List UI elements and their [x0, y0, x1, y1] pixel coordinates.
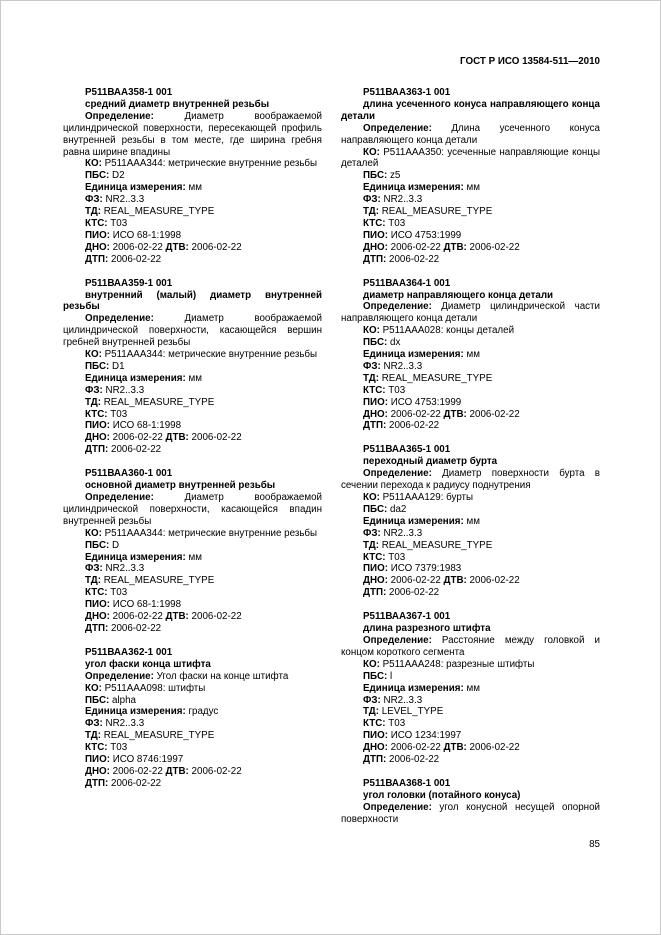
- attribute-label: ДТВ:: [165, 432, 189, 444]
- dictionary-entry: [63, 87, 322, 266]
- attribute-line: [63, 158, 322, 170]
- attribute-line: [341, 742, 600, 754]
- attribute-label: КО:: [363, 492, 380, 503]
- definition-text: Диаметр воображаемой цилиндрической поверхности, касающейся вершин гребней внутренней резьбы: [63, 313, 322, 349]
- entry-code: Р511ВАА368-1 001: [363, 777, 451, 789]
- attribute-label: ПБС:: [363, 170, 388, 182]
- attribute-line: [63, 170, 322, 182]
- attribute-label: ДНО:: [85, 611, 110, 623]
- attribute-line: [341, 706, 600, 718]
- attribute-line: [341, 420, 600, 432]
- entry-title: основной диаметр внутренней резьбы: [85, 480, 276, 492]
- attribute-line: [63, 432, 322, 444]
- attribute-line: [341, 230, 600, 242]
- definition-text: Диаметр поверхности бурта в сечении перехода к радиусу поднутрения: [341, 468, 600, 492]
- entry-code: Р511ВАА363-1 001: [363, 87, 451, 98]
- attribute-label: Единица измерения:: [85, 551, 186, 563]
- attribute-value: alpha: [109, 694, 136, 706]
- attribute-value: градус: [185, 706, 219, 718]
- attribute-label: ПБС:: [85, 170, 110, 182]
- attribute-value: REAL_MEASURE_TYPE: [100, 575, 215, 587]
- attribute-value: ИСО 8746:1997: [109, 754, 184, 766]
- attribute-value: 2006-02-22: [108, 253, 162, 265]
- attribute-value: мм: [463, 349, 480, 361]
- attribute-label: ДНО:: [363, 742, 388, 754]
- definition-text: Диаметр воображаемой цилиндрической поверхности, пересекающей профиль внутренней резьбы в том месте, где ширина гребня равна ширине впадины: [63, 110, 322, 158]
- attribute-value: REAL_MEASURE_TYPE: [378, 539, 493, 551]
- entry-title: диаметр направляющего конца детали: [363, 289, 554, 301]
- attribute-value: Р511ААА350: усеченные направляющие концы деталей: [341, 146, 600, 170]
- definition-text: угол конусной несущей опорной поверхности: [341, 801, 600, 825]
- attribute-line: [341, 373, 600, 385]
- attribute-label: ДНО:: [85, 241, 110, 253]
- left-column: [63, 87, 322, 826]
- entry-attributes: [63, 349, 322, 456]
- definition-text: Длина усеченного конуса направляющего конца детали: [341, 122, 600, 146]
- attribute-line: [341, 206, 600, 218]
- attribute-line: [63, 540, 322, 552]
- entry-attributes: [341, 659, 600, 766]
- attribute-value: NR2..3.3: [102, 384, 145, 396]
- entry-attributes: [63, 683, 322, 790]
- attribute-label: ТД:: [363, 372, 379, 384]
- attribute-value: Р511ААА098: штифты: [101, 682, 206, 694]
- definition-label: Определение:: [363, 801, 432, 813]
- attribute-value: REAL_MEASURE_TYPE: [100, 206, 215, 218]
- page-number: 85: [589, 839, 600, 850]
- attribute-label: ПИО:: [85, 229, 110, 241]
- dictionary-entry: [341, 444, 600, 599]
- attribute-value: D2: [109, 170, 125, 182]
- attribute-value: ИСО 68-1:1998: [109, 229, 182, 241]
- attribute-line: [341, 492, 600, 504]
- attribute-value: Р511ААА028: концы деталей: [379, 325, 515, 337]
- definition-label: Определение:: [85, 492, 154, 503]
- entry-title: длина усеченного конуса направляющего конца детали: [341, 98, 600, 122]
- attribute-value: Т03: [385, 718, 406, 730]
- attribute-label: ПБС:: [363, 670, 388, 682]
- entry-code: Р511ВАА362-1 001: [85, 646, 173, 658]
- attribute-label: ФЗ:: [363, 527, 381, 539]
- attribute-value: мм: [185, 372, 202, 384]
- attribute-label: КТС:: [85, 742, 108, 754]
- attribute-line: [63, 349, 322, 361]
- attribute-value: dx: [387, 337, 401, 349]
- entry-attributes: [63, 158, 322, 265]
- attribute-line: [63, 420, 322, 432]
- attribute-line: [63, 718, 322, 730]
- dictionary-entry: [63, 468, 322, 635]
- attribute-line: [341, 170, 600, 182]
- attribute-line: [341, 683, 600, 695]
- attribute-value: LEVEL_TYPE: [378, 706, 444, 718]
- attribute-label: ТД:: [85, 396, 101, 408]
- attribute-line: [63, 206, 322, 218]
- attribute-line: [341, 718, 600, 730]
- attribute-label: ДТП:: [363, 587, 387, 599]
- attribute-line: [63, 254, 322, 266]
- attribute-value: REAL_MEASURE_TYPE: [100, 730, 215, 742]
- entry-title: угол фаски конца штифта: [85, 658, 211, 670]
- attribute-value: Т03: [385, 384, 406, 396]
- attribute-label: ПИО:: [85, 754, 110, 766]
- attribute-value: ИСО 7379:1983: [387, 563, 462, 575]
- entry-definition: [341, 301, 600, 325]
- attribute-line: [63, 730, 322, 742]
- attribute-value: Р511ААА344: метрические внутренние резьбы: [101, 158, 318, 170]
- attribute-value: 2006-02-22: [387, 742, 441, 754]
- attribute-line: [341, 730, 600, 742]
- attribute-value: ИСО 4753:1999: [387, 396, 462, 408]
- attribute-value: мм: [463, 182, 480, 194]
- attribute-line: [341, 385, 600, 397]
- attribute-label: ФЗ:: [85, 563, 103, 575]
- attribute-value: 2006-02-22: [386, 420, 440, 432]
- attribute-line: [341, 540, 600, 552]
- definition-label: Определение:: [85, 670, 154, 682]
- attribute-line: [341, 218, 600, 230]
- attribute-line: [341, 575, 600, 587]
- attribute-value: Р511ААА344: метрические внутренние резьбы: [101, 527, 318, 539]
- definition-label: Определение:: [363, 634, 432, 646]
- definition-label: Определение:: [85, 313, 154, 325]
- attribute-label: ДТВ:: [165, 765, 189, 777]
- attribute-label: КТС:: [363, 551, 386, 563]
- attribute-label: ПИО:: [85, 420, 110, 432]
- attribute-value: NR2..3.3: [380, 527, 423, 539]
- attribute-label: ПБС:: [85, 694, 110, 706]
- entry-attributes: [341, 147, 600, 266]
- entry-attributes: [63, 528, 322, 635]
- definition-text: Расстояние между головкой и концом короткого сегмента: [341, 634, 600, 658]
- attribute-value: NR2..3.3: [102, 718, 145, 730]
- attribute-label: ДТВ:: [443, 241, 467, 253]
- attribute-line: [341, 325, 600, 337]
- attribute-value: REAL_MEASURE_TYPE: [100, 396, 215, 408]
- attribute-value: ИСО 4753:1999: [387, 229, 462, 241]
- entry-attributes: [341, 325, 600, 432]
- attribute-line: [341, 397, 600, 409]
- entry-code: Р511ВАА360-1 001: [85, 468, 173, 480]
- attribute-value: Р511ААА129: бурты: [379, 492, 474, 503]
- attribute-line: [341, 147, 600, 171]
- attribute-value: l: [387, 670, 393, 682]
- attribute-line: [63, 218, 322, 230]
- attribute-line: [63, 742, 322, 754]
- attribute-label: КО:: [85, 158, 102, 170]
- attribute-line: [63, 623, 322, 635]
- entry-title: переходный диаметр бурта: [363, 456, 498, 468]
- attribute-line: [63, 242, 322, 254]
- attribute-line: [63, 575, 322, 587]
- dictionary-entry: [63, 278, 322, 457]
- attribute-label: ФЗ:: [85, 194, 103, 206]
- attribute-line: [341, 563, 600, 575]
- attribute-value: NR2..3.3: [102, 194, 145, 206]
- attribute-line: [63, 385, 322, 397]
- entry-attributes: [341, 492, 600, 599]
- entry-code: Р511ВАА358-1 001: [85, 87, 173, 98]
- attribute-line: [63, 373, 322, 385]
- definition-label: Определение:: [363, 468, 432, 480]
- attribute-label: ДТП:: [85, 444, 109, 456]
- attribute-label: КО:: [363, 325, 380, 337]
- attribute-label: ДНО:: [363, 575, 388, 587]
- entry-title: средний диаметр внутренней резьбы: [85, 98, 270, 110]
- attribute-line: [341, 504, 600, 516]
- attribute-line: [341, 754, 600, 766]
- attribute-value: ИСО 68-1:1998: [109, 599, 182, 611]
- right-column: [341, 87, 600, 826]
- dictionary-entry: [341, 611, 600, 766]
- attribute-label: ДТВ:: [443, 575, 467, 587]
- attribute-line: [341, 587, 600, 599]
- attribute-value: Т03: [107, 217, 128, 229]
- attribute-label: ДТВ:: [165, 241, 189, 253]
- entry-definition: [341, 123, 600, 147]
- attribute-label: ТД:: [363, 539, 379, 551]
- attribute-label: ДТП:: [85, 253, 109, 265]
- attribute-value: da2: [387, 503, 407, 515]
- attribute-value: 2006-02-22: [108, 444, 162, 456]
- attribute-value: мм: [463, 515, 480, 527]
- attribute-value: мм: [463, 682, 480, 694]
- attribute-line: [341, 516, 600, 528]
- attribute-label: ПИО:: [363, 730, 388, 742]
- entry-definition: [341, 802, 600, 826]
- attribute-label: ДТП:: [85, 622, 109, 634]
- entry-title: угол головки (потайного конуса): [363, 789, 521, 801]
- attribute-label: КТС:: [85, 217, 108, 229]
- attribute-label: ДНО:: [85, 432, 110, 444]
- attribute-label: КТС:: [85, 408, 108, 420]
- attribute-value: Т03: [385, 551, 406, 563]
- attribute-label: ДТП:: [363, 754, 387, 766]
- attribute-label: ДТВ:: [165, 611, 189, 623]
- attribute-line: [63, 444, 322, 456]
- definition-label: Определение:: [85, 110, 154, 122]
- attribute-label: ДТВ:: [443, 742, 467, 754]
- entry-definition: [63, 671, 322, 683]
- attribute-value: Р511ААА248: разрезные штифты: [379, 658, 535, 670]
- attribute-value: Р511ААА344: метрические внутренние резьбы: [101, 349, 318, 361]
- dictionary-entry: [341, 778, 600, 826]
- attribute-label: ФЗ:: [363, 360, 381, 372]
- entry-code: Р511ВАА364-1 001: [363, 277, 451, 289]
- attribute-line: [63, 361, 322, 373]
- attribute-line: [341, 409, 600, 421]
- entry-code: Р511ВАА367-1 001: [363, 611, 451, 623]
- attribute-value: NR2..3.3: [380, 360, 423, 372]
- attribute-line: [341, 349, 600, 361]
- attribute-label: ПИО:: [85, 599, 110, 611]
- attribute-value: ИСО 1234:1997: [387, 730, 462, 742]
- attribute-label: ПИО:: [363, 396, 388, 408]
- attribute-label: ДНО:: [363, 241, 388, 253]
- attribute-value: 2006-02-22: [386, 587, 440, 599]
- attribute-value: мм: [185, 182, 202, 194]
- definition-text: Угол фаски на конце штифта: [153, 670, 289, 682]
- attribute-value: 2006-02-22: [109, 611, 163, 623]
- attribute-line: [341, 659, 600, 671]
- attribute-line: [63, 397, 322, 409]
- attribute-line: [63, 706, 322, 718]
- attribute-value: 2006-02-22: [466, 575, 520, 587]
- attribute-value: Т03: [385, 217, 406, 229]
- attribute-label: ТД:: [363, 706, 379, 718]
- attribute-label: ТД:: [363, 206, 379, 218]
- attribute-line: [63, 528, 322, 540]
- definition-text: Диаметр воображаемой цилиндрической поверхности, касающейся впадин внутренней резьбы: [63, 492, 322, 527]
- entry-definition: [63, 111, 322, 159]
- attribute-label: Единица измерения:: [363, 515, 464, 527]
- attribute-line: [63, 754, 322, 766]
- attribute-label: ПБС:: [363, 337, 388, 349]
- attribute-label: ФЗ:: [363, 694, 381, 706]
- attribute-line: [63, 194, 322, 206]
- entry-title: внутренний (малый) диаметр внутренней резьбы: [63, 289, 322, 313]
- attribute-line: [63, 778, 322, 790]
- attribute-label: ДТВ:: [443, 408, 467, 420]
- entry-code: Р511ВАА359-1 001: [85, 277, 173, 289]
- attribute-label: КО:: [85, 349, 102, 361]
- attribute-label: ПБС:: [363, 503, 388, 515]
- attribute-value: ИСО 68-1:1998: [109, 420, 182, 432]
- attribute-value: Т03: [107, 587, 128, 599]
- attribute-label: Единица измерения:: [85, 182, 186, 194]
- attribute-label: КТС:: [363, 217, 386, 229]
- attribute-line: [63, 230, 322, 242]
- dictionary-entry: [341, 87, 600, 266]
- attribute-line: [341, 552, 600, 564]
- attribute-value: 2006-02-22: [188, 241, 242, 253]
- attribute-value: 2006-02-22: [188, 432, 242, 444]
- attribute-line: [341, 671, 600, 683]
- dictionary-entry: [63, 647, 322, 790]
- attribute-value: 2006-02-22: [387, 575, 441, 587]
- document-header-title: ГОСТ Р ИСО 13584-511—2010: [460, 56, 600, 67]
- attribute-value: 2006-02-22: [466, 241, 520, 253]
- attribute-line: [63, 563, 322, 575]
- attribute-line: [63, 182, 322, 194]
- attribute-line: [341, 182, 600, 194]
- entry-title: длина разрезного штифта: [363, 623, 491, 635]
- attribute-line: [63, 683, 322, 695]
- attribute-value: 2006-02-22: [109, 432, 163, 444]
- attribute-label: ФЗ:: [363, 194, 381, 206]
- attribute-label: Единица измерения:: [85, 372, 186, 384]
- attribute-value: REAL_MEASURE_TYPE: [378, 206, 493, 218]
- attribute-label: ПИО:: [363, 229, 388, 241]
- attribute-value: D: [109, 539, 120, 551]
- attribute-label: ДТП:: [363, 253, 387, 265]
- attribute-label: Единица измерения:: [85, 706, 186, 718]
- entry-definition: [341, 635, 600, 659]
- attribute-label: КО:: [363, 146, 380, 158]
- attribute-label: ДТП:: [363, 420, 387, 432]
- attribute-value: 2006-02-22: [387, 241, 441, 253]
- attribute-label: ДТП:: [85, 777, 109, 789]
- definition-label: Определение:: [363, 301, 432, 313]
- attribute-label: ПБС:: [85, 539, 110, 551]
- attribute-value: NR2..3.3: [102, 563, 145, 575]
- attribute-line: [63, 587, 322, 599]
- attribute-label: ФЗ:: [85, 718, 103, 730]
- dictionary-entry: [341, 278, 600, 433]
- attribute-line: [63, 552, 322, 564]
- attribute-line: [63, 409, 322, 421]
- attribute-label: Единица измерения:: [363, 182, 464, 194]
- attribute-value: D1: [109, 360, 125, 372]
- attribute-label: ПИО:: [363, 563, 388, 575]
- attribute-line: [341, 194, 600, 206]
- attribute-label: КО:: [85, 682, 102, 694]
- entry-definition: [63, 313, 322, 349]
- attribute-value: NR2..3.3: [380, 694, 423, 706]
- attribute-value: 2006-02-22: [387, 408, 441, 420]
- attribute-label: ПБС:: [85, 360, 110, 372]
- attribute-label: ДНО:: [85, 765, 110, 777]
- attribute-value: 2006-02-22: [188, 611, 242, 623]
- attribute-line: [341, 337, 600, 349]
- attribute-label: ТД:: [85, 206, 101, 218]
- attribute-value: 2006-02-22: [386, 754, 440, 766]
- attribute-line: [341, 361, 600, 373]
- attribute-value: 2006-02-22: [108, 622, 162, 634]
- attribute-value: мм: [185, 551, 202, 563]
- attribute-line: [341, 528, 600, 540]
- attribute-label: ДНО:: [363, 408, 388, 420]
- attribute-line: [63, 599, 322, 611]
- entry-definition: [63, 492, 322, 528]
- attribute-value: NR2..3.3: [380, 194, 423, 206]
- attribute-label: Единица измерения:: [363, 349, 464, 361]
- attribute-line: [341, 242, 600, 254]
- attribute-label: КТС:: [363, 384, 386, 396]
- entry-definition: [341, 468, 600, 492]
- attribute-value: Т03: [107, 408, 128, 420]
- attribute-value: 2006-02-22: [466, 742, 520, 754]
- attribute-value: 2006-02-22: [109, 765, 163, 777]
- entry-code: Р511ВАА365-1 001: [363, 444, 451, 456]
- attribute-value: 2006-02-22: [386, 253, 440, 265]
- attribute-line: [63, 766, 322, 778]
- content-columns: [63, 87, 600, 826]
- definition-text: Диаметр цилиндрической части направляющего конца детали: [341, 301, 600, 325]
- attribute-value: REAL_MEASURE_TYPE: [378, 372, 493, 384]
- attribute-label: КТС:: [85, 587, 108, 599]
- attribute-value: 2006-02-22: [108, 777, 162, 789]
- attribute-value: 2006-02-22: [188, 765, 242, 777]
- attribute-value: z5: [387, 170, 401, 182]
- attribute-line: [63, 611, 322, 623]
- attribute-label: КТС:: [363, 718, 386, 730]
- attribute-value: Т03: [107, 742, 128, 754]
- attribute-label: ФЗ:: [85, 384, 103, 396]
- attribute-value: 2006-02-22: [466, 408, 520, 420]
- attribute-line: [63, 695, 322, 707]
- attribute-label: КО:: [363, 658, 380, 670]
- attribute-value: 2006-02-22: [109, 241, 163, 253]
- attribute-label: ТД:: [85, 730, 101, 742]
- attribute-label: ТД:: [85, 575, 101, 587]
- attribute-label: КО:: [85, 527, 102, 539]
- attribute-label: Единица измерения:: [363, 682, 464, 694]
- attribute-line: [341, 254, 600, 266]
- attribute-line: [341, 695, 600, 707]
- definition-label: Определение:: [363, 122, 432, 134]
